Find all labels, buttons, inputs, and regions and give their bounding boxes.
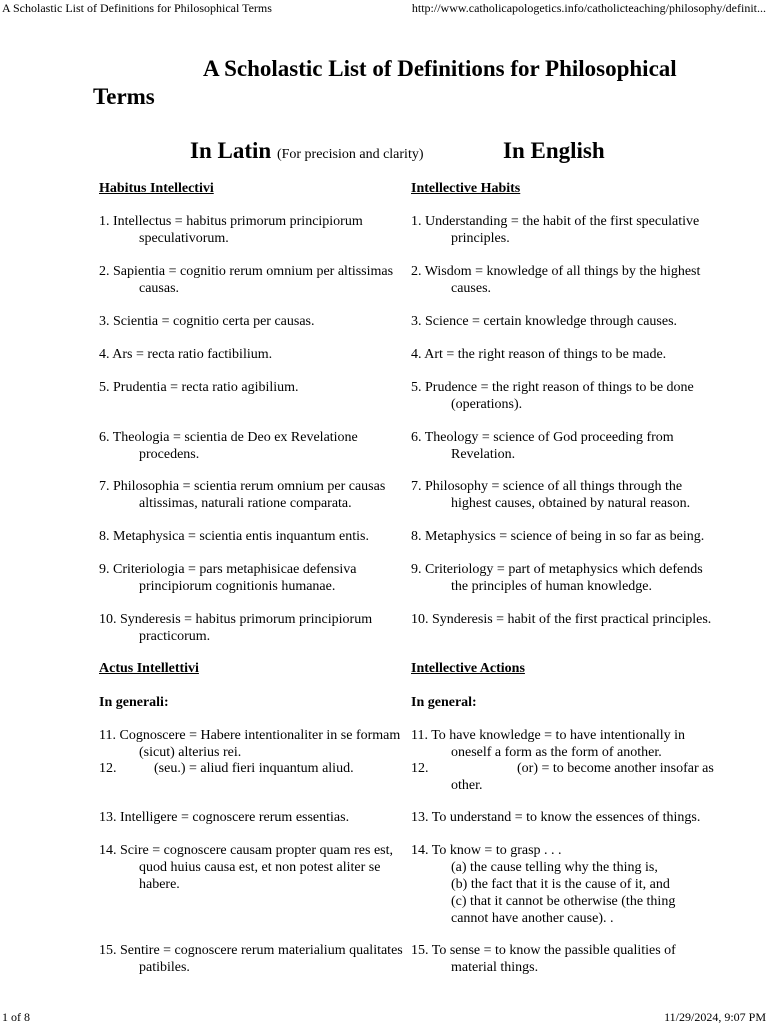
entry-line: 4. Art = the right reason of things to be made. — [411, 347, 667, 362]
english-entry-2 — [411, 263, 711, 297]
entry-number: 12. — [411, 761, 429, 776]
english-entry-3 — [411, 313, 711, 330]
entry-line: 1. Intellectus = habitus primorum principiorum — [99, 214, 363, 229]
entry-line: 8. Metaphysica = scientia entis inquantum entis. — [99, 529, 369, 544]
entry-line: practicorum. — [139, 629, 211, 644]
english-entry-9 — [411, 561, 711, 595]
entry-line: (b) the fact that it is the cause of it, and — [451, 877, 670, 892]
english-entry-7 — [411, 478, 711, 512]
latin-section-actions: Actus Intellettivi — [99, 661, 199, 676]
entry-line: patibiles. — [139, 960, 190, 975]
entry-line: 6. Theology = science of God proceeding from — [411, 430, 674, 445]
entry-line: 1. Understanding = the habit of the first speculative — [411, 214, 700, 229]
english-entry-1 — [411, 213, 711, 247]
english-entry-15 — [411, 942, 711, 976]
entry-line: oneself a form as the form of another. — [451, 745, 662, 760]
english-entry-6 — [411, 429, 711, 463]
latin-heading-label: In Latin — [190, 138, 272, 163]
entry-line: cannot have another cause). . — [451, 911, 614, 926]
entry-line: 10. Synderesis = habit of the first practical principles. — [411, 612, 712, 627]
entry-line: causes. — [451, 281, 492, 296]
entry-line: habere. — [139, 877, 180, 892]
entry-line: 3. Scientia = cognitio certa per causas. — [99, 314, 315, 329]
english-entry-10 — [411, 611, 711, 628]
entry-line: the principles of human knowledge. — [451, 579, 653, 594]
latin-entry-6 — [99, 429, 399, 463]
english-section-habits: Intellective Habits — [411, 181, 521, 196]
entry-line: 14. Scire = cognoscere causam propter quam res est, — [99, 843, 394, 858]
english-section-actions: Intellective Actions — [411, 661, 525, 676]
entry-line: 8. Metaphysics = science of being in so far as being. — [411, 529, 705, 544]
entry-line: highest causes, obtained by natural reason. — [451, 496, 691, 511]
entry-line: 5. Prudentia = recta ratio agibilium. — [99, 380, 299, 395]
english-entry-12 — [411, 760, 714, 794]
latin-entry-4 — [99, 346, 399, 363]
entry-line: 5. Prudence = the right reason of things to be done — [411, 380, 694, 395]
entry-line: 2. Sapientia = cognitio rerum omnium per altissimas — [99, 264, 394, 279]
latin-subhead-general: In generali: — [99, 695, 169, 710]
english-entry-4 — [411, 346, 711, 363]
english-entry-8 — [411, 528, 711, 545]
english-subhead-general: In general: — [411, 695, 477, 710]
entry-line: 15. To sense = to know the passible qualities of — [411, 943, 676, 958]
entry-line: 14. To know = to grasp . . . — [411, 843, 562, 858]
entry-line: causas. — [139, 281, 180, 296]
latin-entry-14 — [99, 842, 399, 893]
entry-line: principles. — [451, 231, 510, 246]
entry-line: 11. To have knowledge = to have intentionally in — [411, 728, 686, 743]
entry-line: 11. Cognoscere = Habere intentionaliter in se formam — [99, 728, 401, 743]
latin-entry-1 — [99, 213, 399, 247]
latin-column-heading — [190, 138, 424, 164]
entry-line: material things. — [451, 960, 539, 975]
entry-line: 2. Wisdom = knowledge of all things by the highest — [411, 264, 701, 279]
latin-entry-12 — [99, 760, 399, 777]
entry-line: 3. Science = certain knowledge through causes. — [411, 314, 678, 329]
latin-entry-15 — [99, 942, 403, 976]
entry-line: Revelation. — [451, 447, 516, 462]
entry-line: 7. Philosophy = science of all things through the — [411, 479, 683, 494]
entry-line: 4. Ars = recta ratio factibilium. — [99, 347, 273, 362]
entry-line: other. — [451, 778, 483, 793]
english-entry-11 — [411, 727, 711, 761]
entry-line: speculativorum. — [139, 231, 229, 246]
entry-number: 12. — [99, 761, 117, 776]
english-entry-13 — [411, 809, 711, 826]
print-url[interactable]: http://www.catholicapologetics.info/catholicteaching/philosophy/definit... — [411, 1, 766, 15]
entry-line: (seu.) = aliud fieri inquantum aliud. — [154, 761, 354, 776]
entry-line: (operations). — [451, 397, 523, 412]
entry-line: procedens. — [139, 447, 200, 462]
latin-section-habits: Habitus Intellectivi — [99, 181, 214, 196]
entry-line: 10. Synderesis = habitus primorum principiorum — [99, 612, 373, 627]
latin-entry-11 — [99, 727, 399, 761]
latin-entry-7 — [99, 478, 399, 512]
latin-entry-13 — [99, 809, 399, 826]
latin-entry-5 — [99, 379, 399, 396]
print-datetime: 11/29/2024, 9:07 PM — [664, 1010, 766, 1024]
entry-line: 15. Sentire = cognoscere rerum materialium qualitates — [99, 943, 403, 958]
latin-entry-3 — [99, 313, 399, 330]
english-entry-14 — [411, 842, 711, 927]
entry-line: 7. Philosophia = scientia rerum omnium per causas — [99, 479, 386, 494]
entry-line: 13. To understand = to know the essences of things. — [411, 810, 701, 825]
entry-line: altissimas, naturali ratione comparata. — [139, 496, 352, 511]
english-entry-5 — [411, 379, 711, 413]
entry-line: (or) = to become another insofar as — [517, 761, 714, 776]
print-page-title: A Scholastic List of Definitions for Philosophical Terms — [2, 1, 272, 15]
latin-entry-9 — [99, 561, 399, 595]
entry-line: 9. Criteriology = part of metaphysics which defends — [411, 562, 703, 577]
page-title: A Scholastic List of Definitions for Philosophical Terms — [93, 56, 677, 109]
latin-entry-2 — [99, 263, 399, 297]
entry-line: (c) that it cannot be otherwise (the thing — [451, 894, 676, 909]
latin-entry-10 — [99, 611, 399, 645]
page-count: 1 of 8 — [2, 1010, 30, 1024]
entry-line: (a) the cause telling why the thing is, — [451, 860, 658, 875]
entry-line: 13. Intelligere = cognoscere rerum essentias. — [99, 810, 350, 825]
english-column-heading: In English — [503, 138, 605, 163]
entry-line: 9. Criteriologia = pars metaphisicae defensiva — [99, 562, 357, 577]
latin-entry-8 — [99, 528, 399, 545]
latin-heading-note: (For precision and clarity) — [276, 147, 424, 162]
entry-line: 6. Theologia = scientia de Deo ex Revelatione — [99, 430, 358, 445]
entry-line: principiorum cognitionis humanae. — [139, 579, 336, 594]
entry-line: quod huius causa est, et non potest aliter se — [139, 860, 381, 875]
entry-line: (sicut) alterius rei. — [139, 745, 242, 760]
